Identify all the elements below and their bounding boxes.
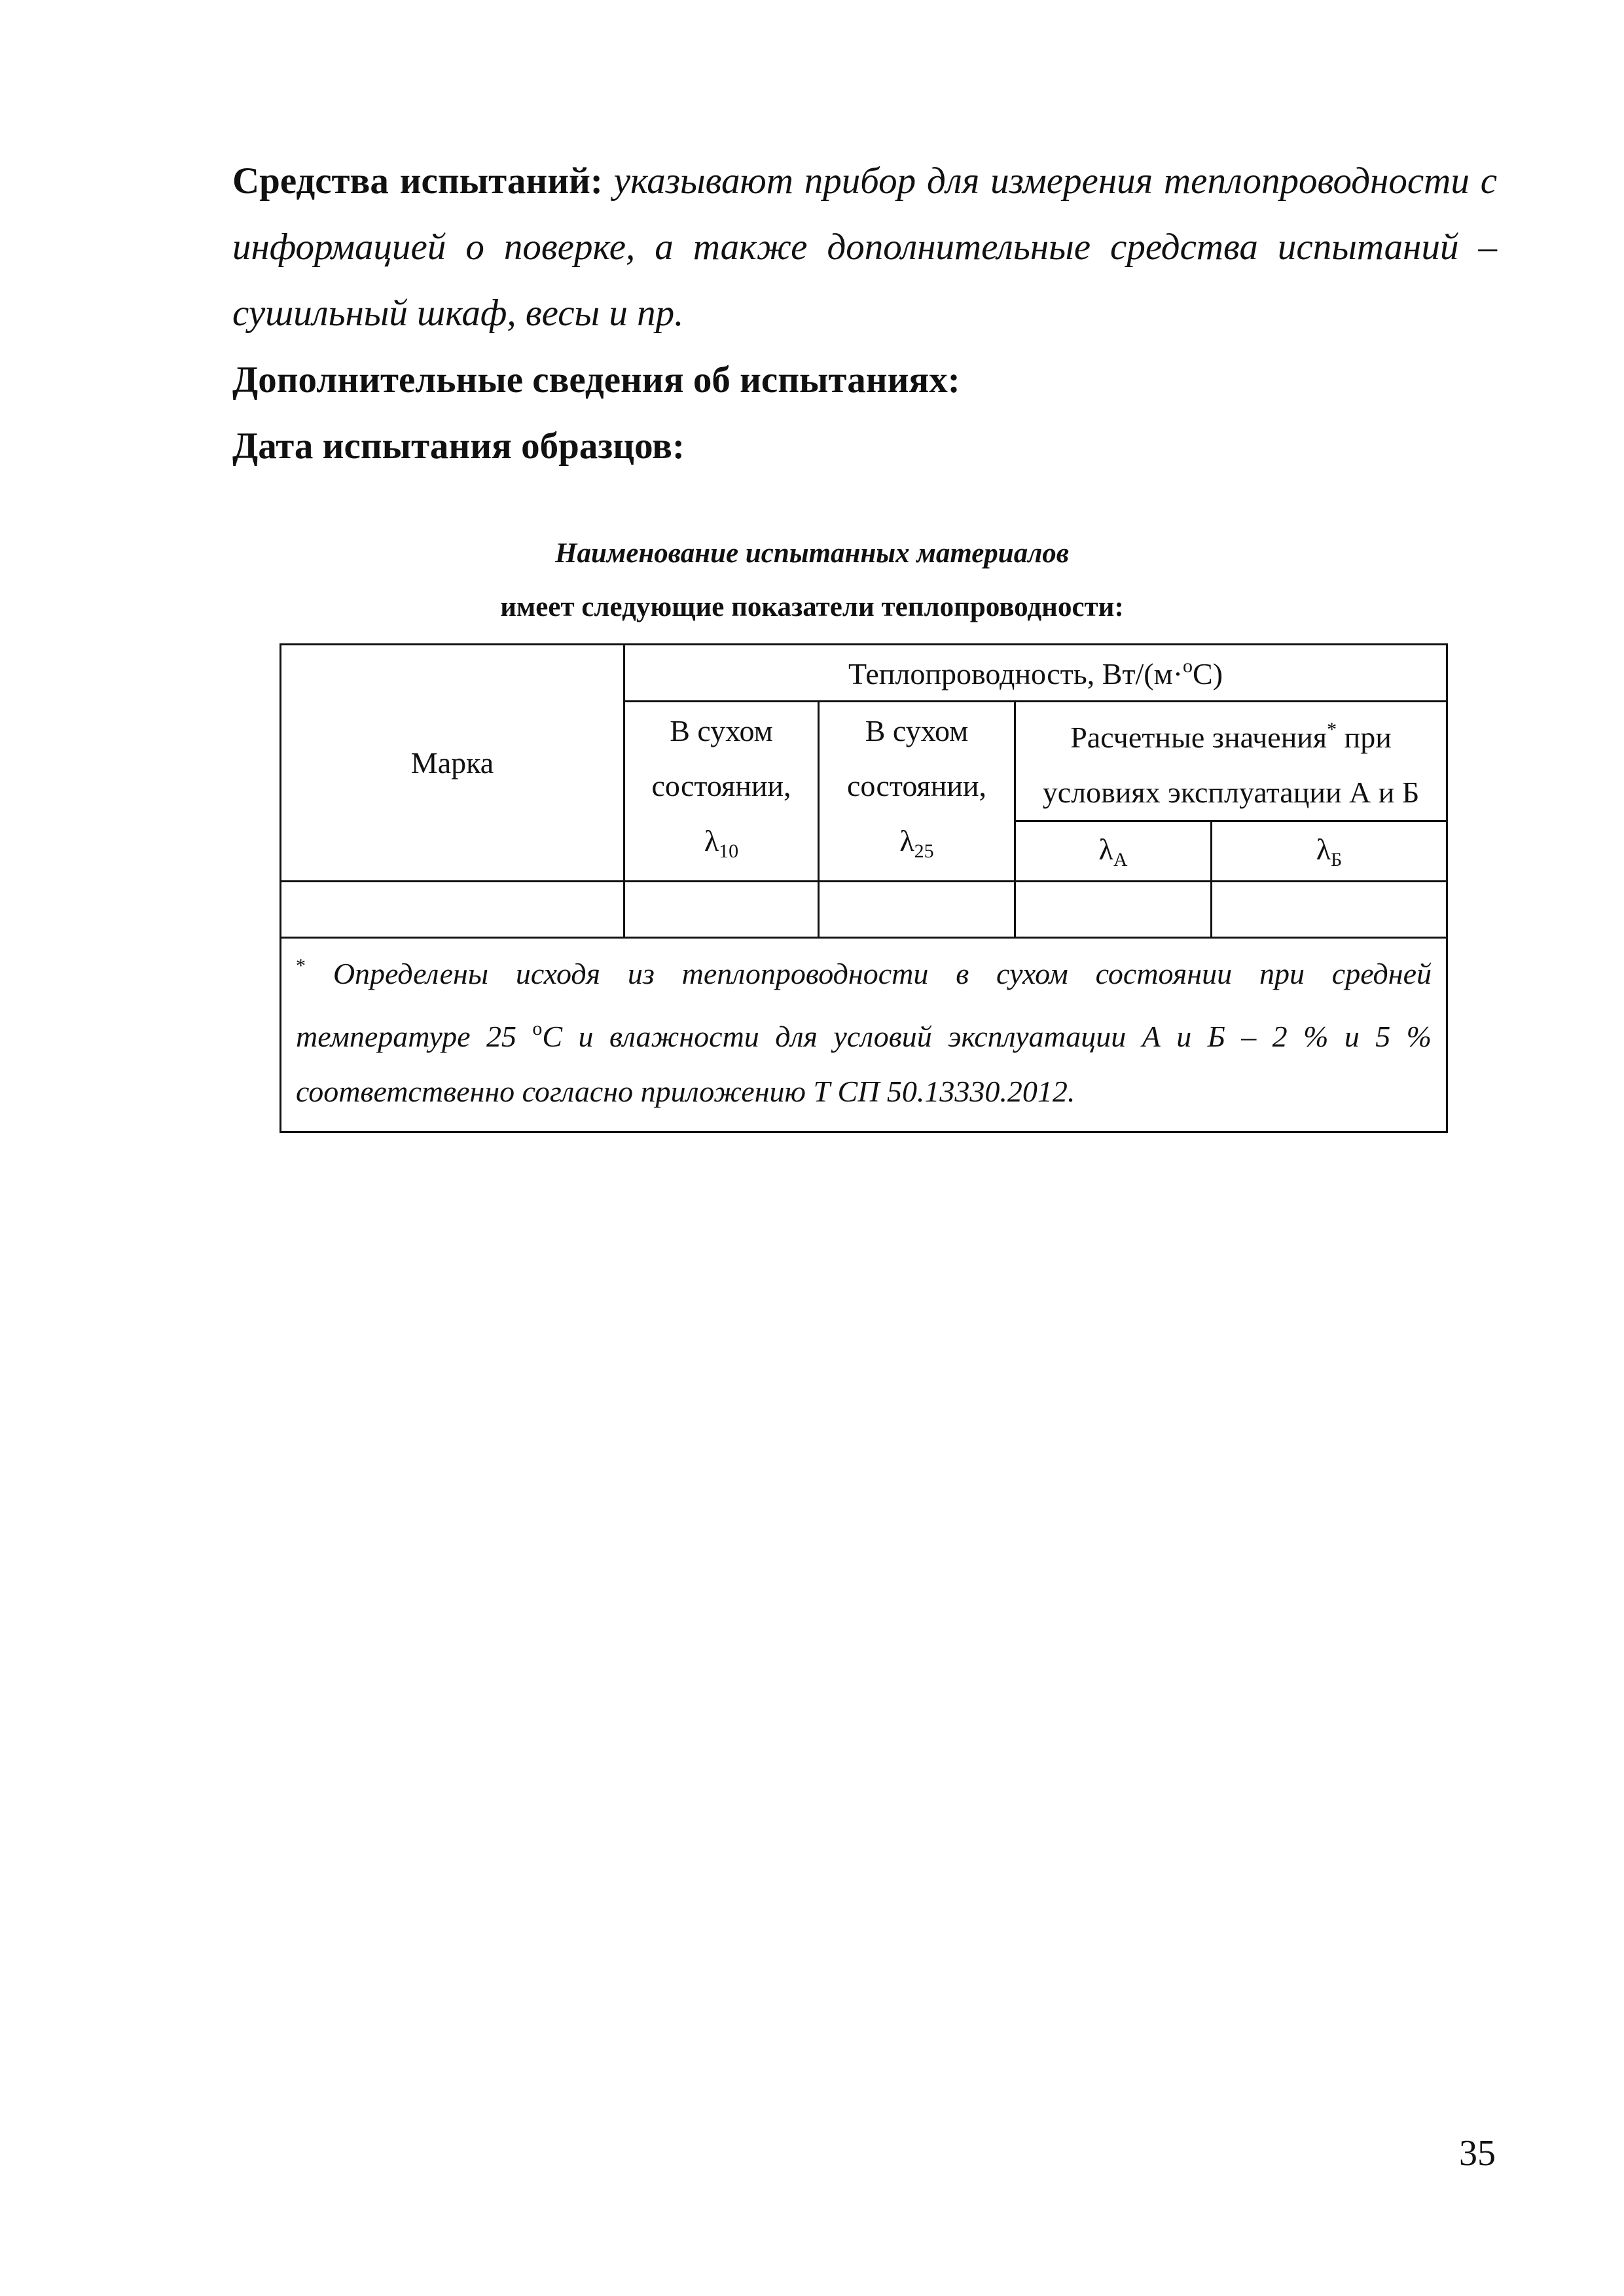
test-means-paragraph: [232, 148, 1497, 346]
lambda-b-header: $\lambda_Б$: [1212, 821, 1447, 882]
test-means-label: Средства испытаний:: [232, 160, 603, 202]
dry-lambda25-header: В сухом состоянии, $\lambda_{25}$: [819, 702, 1015, 882]
brand-cell: [281, 882, 624, 938]
lambda-a-cell: [1015, 882, 1212, 938]
conductivity-header: Теплопроводность, Вт/(м·$^о$С): [624, 645, 1447, 702]
table-footnote: * Определены исходя из теплопроводности в сухом состоянии при средней температуре 25 $^о$С и влажности для условий эксплуатации А и Б – 2 % и 5 % соответственно согласно приложению Т СП 50.13330.2012.: [281, 938, 1447, 1132]
conductivity-table: [280, 643, 1448, 1133]
additional-info-heading: Дополнительные сведения об испытаниях:: [232, 359, 960, 401]
lambda-b-cell: [1212, 882, 1447, 938]
table-caption-line1: Наименование испытанных материалов: [555, 538, 1069, 569]
test-means-text: указывают прибор для измерения теплопроводности с информацией о поверке, а также дополнительные средства испытаний – сушильный шкаф, весы и пр.: [232, 160, 1498, 334]
lambda25-cell: [819, 882, 1015, 938]
brand-header: Марка: [281, 645, 624, 882]
dry-lambda10-header: В сухом состоянии, $\lambda_{10}$: [624, 702, 819, 882]
lambda10-cell: [624, 882, 819, 938]
calculated-values-header: Расчетные значения* при условиях эксплуатации А и Б: [1015, 702, 1447, 821]
table-caption-line2: имеет следующие показатели теплопроводности:: [500, 592, 1124, 622]
page-number: 35: [1459, 2133, 1496, 2174]
lambda-a-header: $\lambda_А$: [1015, 821, 1212, 882]
table-row: [281, 882, 1447, 938]
test-date-heading: Дата испытания образцов:: [232, 425, 685, 467]
